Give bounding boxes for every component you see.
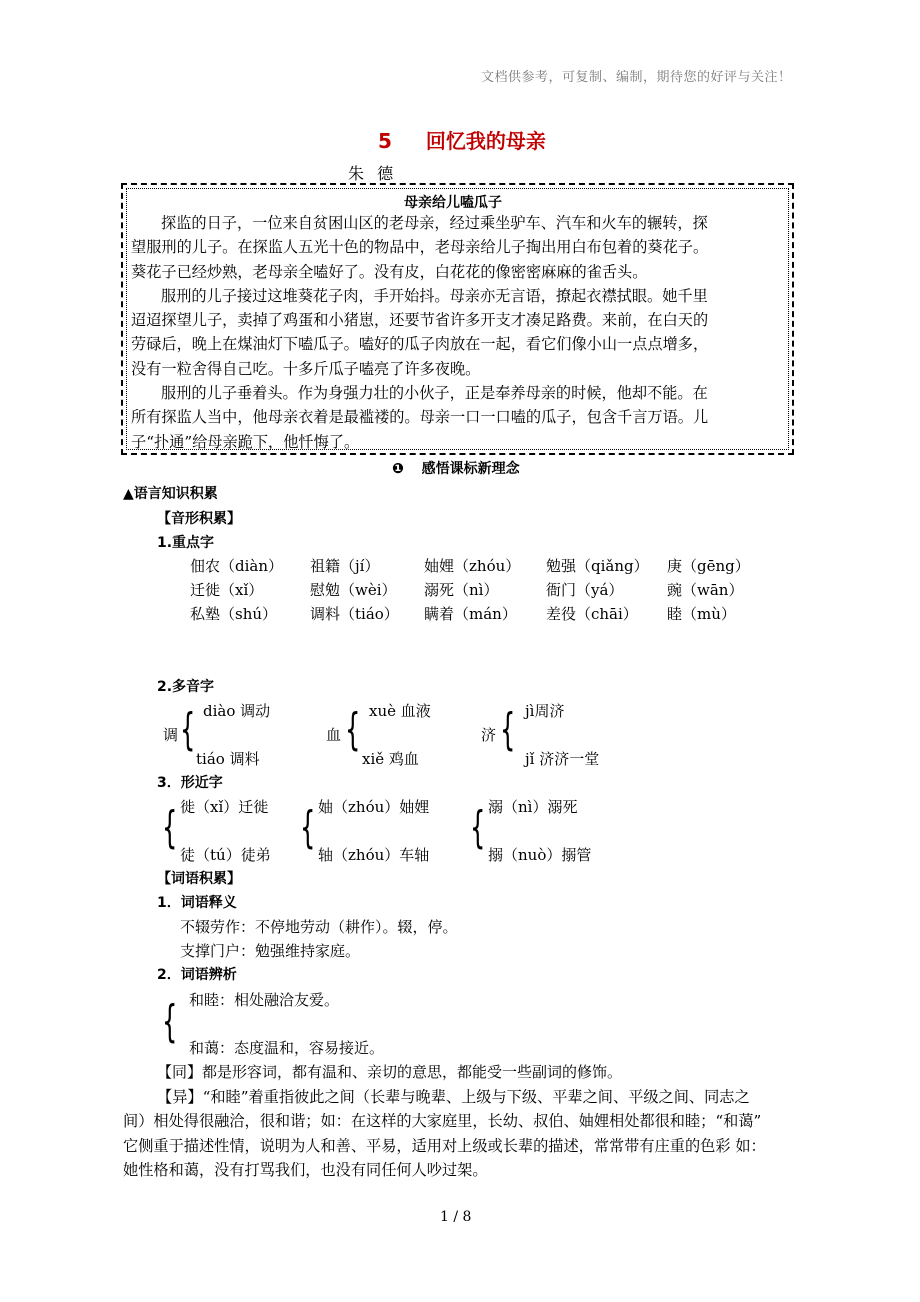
header-note: 文档供参考，可复制、编制，期待您的好评与关注！ bbox=[481, 70, 792, 85]
key-chars-heading: 1.重点字 bbox=[157, 535, 215, 551]
story-line: 劳碌后，晚上在煤油灯下嗑瓜子。嗑好的瓜子肉放在一起，看它们像小山一点点增多， bbox=[131, 335, 709, 354]
page-number: 1 / 8 bbox=[440, 1209, 472, 1225]
poly-reading-top: xuè 血液 bbox=[369, 702, 431, 720]
diff-top: 和睦：相处融洽友爱。 bbox=[189, 991, 340, 1009]
meaning-item: 不辍劳作：不停地劳动（耕作）。辍，停。 bbox=[180, 918, 458, 936]
similar-heading: 3．形近字 bbox=[157, 775, 223, 791]
poly-char: 血 bbox=[326, 726, 342, 744]
lesson-title bbox=[378, 125, 546, 154]
brace-icon: { bbox=[180, 704, 196, 755]
vocab-heading: 【词语积累】 bbox=[157, 871, 241, 887]
brace-icon: { bbox=[500, 704, 516, 755]
key-char: 私塾（shú） bbox=[190, 605, 278, 623]
lesson-title-text: 回忆我的母亲 bbox=[425, 129, 546, 153]
key-char: 衙门（yá） bbox=[546, 581, 624, 599]
story-body bbox=[131, 211, 791, 454]
story-line: 迢迢探望儿子，卖掉了鸡蛋和小猪崽，还要节省许多开支才凑足路费。来前，在白天的 bbox=[131, 311, 709, 330]
similar-bottom: 轴（zhóu）车轴 bbox=[318, 846, 430, 864]
story-line: 所有探监人当中，他母亲衣着是最褴褛的。母亲一口一口嗑的瓜子，包含千言万语。儿 bbox=[131, 408, 709, 427]
difference-line: 她性格和蔼，没有打骂我们，也没有同任何人吵过架。 bbox=[123, 1160, 488, 1179]
brace-icon: { bbox=[345, 704, 361, 755]
key-char: 妯娌（zhóu） bbox=[424, 557, 521, 575]
similar-bottom: 徒（tú）徒弟 bbox=[180, 846, 271, 864]
brace-icon: { bbox=[162, 802, 178, 853]
brace-icon: { bbox=[162, 996, 178, 1047]
similar-top: 妯（zhóu）妯娌 bbox=[318, 798, 430, 816]
key-char: 佃农（diàn） bbox=[190, 557, 284, 575]
key-char: 迁徙（xǐ） bbox=[190, 581, 264, 599]
difference-line: 【异】“和睦”着重指彼此之间（长辈与晚辈、上级与下级、平辈之间、平级之间、同志之 bbox=[157, 1088, 750, 1106]
key-char: 瞒着（mán） bbox=[424, 605, 517, 623]
diff-heading: 2．词语辨析 bbox=[157, 967, 237, 983]
difference-line: 间）相处得很融洽，很和谐；如：在这样的大家庭里，长幼、叔伯、妯娌相处都很和睦；“和蔼” bbox=[123, 1112, 762, 1131]
poly-heading: 2.多音字 bbox=[157, 679, 215, 695]
section-title: 感悟课标新理念 bbox=[421, 461, 520, 477]
meaning-heading: 1．词语释义 bbox=[157, 895, 237, 911]
section-heading bbox=[392, 458, 520, 478]
brace-icon: { bbox=[300, 802, 316, 853]
lang-heading: ▲语言知识积累 bbox=[123, 486, 218, 502]
similar-bottom: 搦（nuò）搦管 bbox=[488, 846, 592, 864]
story-line: 探监的日子，一位来自贫困山区的老母亲，经过乘坐驴车、汽车和火车的辗转，探 bbox=[161, 214, 708, 232]
poly-reading-bottom: tiáo 调料 bbox=[196, 750, 260, 768]
story-line: 服刑的儿子垂着头。作为身强力壮的小伙子，正是奉养母亲的时候，他却不能。在 bbox=[161, 384, 708, 403]
story-line: 望服刑的儿子。在探监人五光十色的物品中，老母亲给儿子掏出用白布包着的葵花子。 bbox=[131, 238, 709, 257]
same-note: 【同】都是形容词，都有温和、亲切的意思，都能受一些副词的修饰。 bbox=[157, 1063, 623, 1081]
poly-reading-top: jì周济 bbox=[525, 702, 565, 720]
pron-heading: 【音形积累】 bbox=[157, 511, 241, 527]
similar-top: 徙（xǐ）迁徙 bbox=[180, 798, 269, 816]
section-bullet-icon: ❶ bbox=[392, 461, 404, 477]
poly-reading-top: diào 调动 bbox=[203, 702, 271, 720]
key-char: 祖籍（jí） bbox=[310, 557, 380, 575]
story-title: 母亲给儿嗑瓜子 bbox=[404, 195, 502, 211]
story-line: 子“扑通”给母亲跪下，他忏悔了。 bbox=[131, 432, 360, 451]
poly-reading-bottom: jǐ 济济一堂 bbox=[525, 750, 600, 768]
key-char: 慰勉（wèi） bbox=[310, 581, 397, 599]
lesson-number: 5 bbox=[378, 129, 392, 153]
key-char: 庚（gēng） bbox=[667, 557, 750, 575]
story-line: 服刑的儿子接过这堆葵花子肉，手开始抖。母亲亦无言语，撩起衣襟拭眼。她千里 bbox=[161, 286, 708, 305]
similar-top: 溺（nì）溺死 bbox=[488, 798, 578, 816]
key-char: 勉强（qiǎng） bbox=[546, 557, 649, 575]
poly-char: 调 bbox=[163, 726, 179, 744]
poly-reading-bottom: xiě 鸡血 bbox=[362, 750, 419, 768]
story-line: 没有一粒舍得自己吃。十多斤瓜子嗑亮了许多夜晚。 bbox=[131, 359, 481, 378]
author: 朱 德 bbox=[348, 164, 398, 183]
poly-char: 济 bbox=[481, 726, 497, 744]
brace-icon: { bbox=[470, 802, 486, 853]
meaning-item: 支撑门户：勉强维持家庭。 bbox=[180, 942, 361, 960]
diff-bottom: 和蔼：态度温和，容易接近。 bbox=[189, 1039, 385, 1057]
difference-line: 它侧重于描述性情，说明为人和善、平易，适用对上级或长辈的描述，常常带有庄重的色彩 如： bbox=[123, 1136, 766, 1155]
story-line: 葵花子已经炒熟，老母亲全嗑好了。没有皮，白花花的像密密麻麻的雀舌头。 bbox=[131, 262, 648, 281]
key-char: 睦（mù） bbox=[667, 605, 736, 623]
key-char: 调料（tiáo） bbox=[310, 605, 399, 623]
difference-note bbox=[123, 1085, 803, 1182]
key-char: 溺死（nì） bbox=[424, 581, 499, 599]
key-char: 豌（wān） bbox=[667, 581, 744, 599]
key-char: 差役（chāi） bbox=[546, 605, 638, 623]
